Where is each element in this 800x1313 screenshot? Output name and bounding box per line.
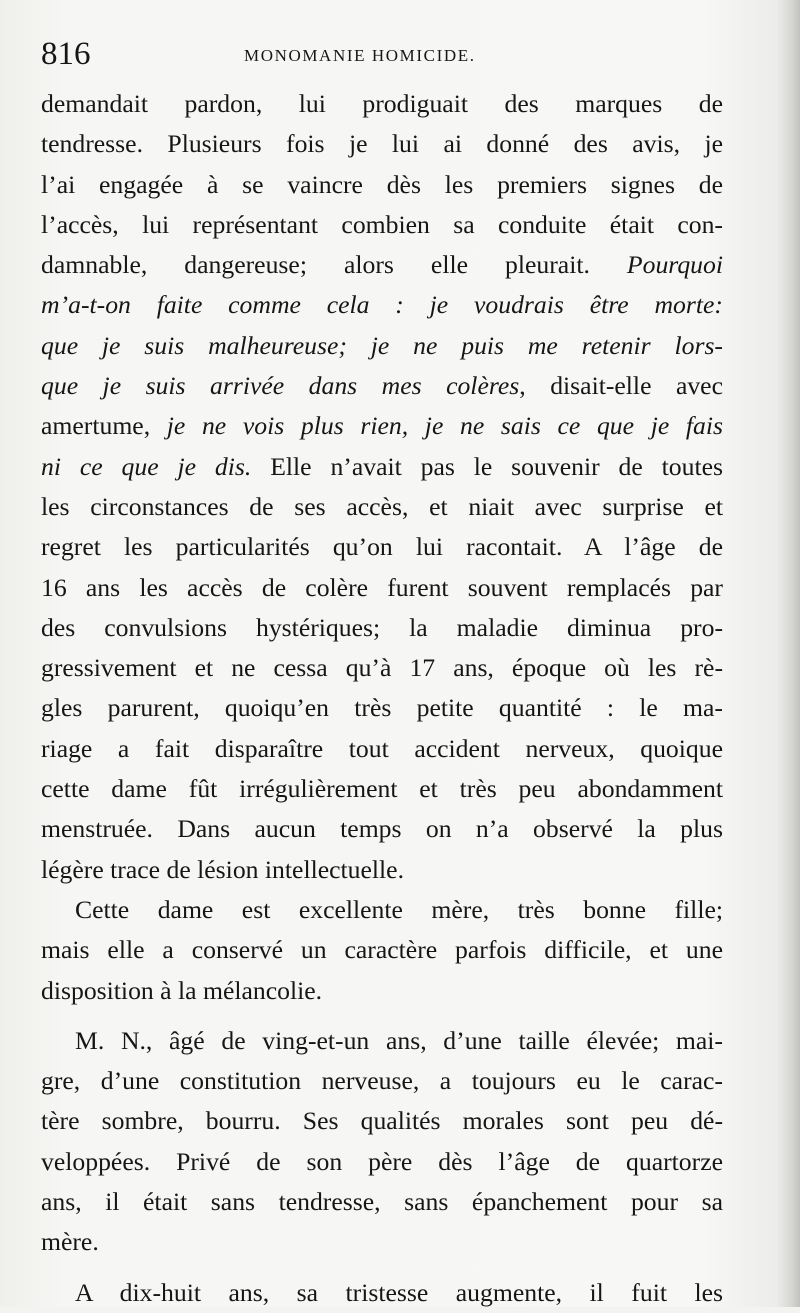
text-line: [41, 527, 723, 567]
text-line: [41, 971, 723, 1011]
italic-segment: ni ce que je dis.: [41, 451, 252, 481]
italic-segment: que je suis malheureuse; je ne puis me retenir lors-: [41, 330, 723, 360]
text-line: [41, 406, 723, 446]
text-line: [41, 1222, 723, 1262]
text-segment: Cette dame est excellente mère, très bonne fille;: [75, 894, 723, 924]
text-segment: les circonstances de ses accès, et niait avec surprise et: [41, 491, 723, 521]
text-line: [41, 285, 723, 325]
text-segment: tère sombre, bourru. Ses qualités morales sont peu dé-: [41, 1106, 723, 1136]
text-segment: tendresse. Plusieurs fois je lui ai donné des avis, je: [41, 129, 723, 159]
text-segment: l’accès, lui représentant combien sa conduite était con-: [41, 209, 723, 239]
text-line: [41, 205, 723, 245]
text-line: [41, 487, 723, 527]
text-line: [41, 568, 723, 608]
text-line: [41, 1142, 723, 1182]
text-segment: damnable, dangereuse; alors elle pleurait.: [41, 250, 627, 280]
text-line: [41, 688, 723, 728]
running-title: MONOMANIE HOMICIDE.: [244, 46, 476, 65]
italic-segment: je ne vois plus rien, je ne sais ce que je fais: [166, 411, 723, 441]
text-line: [41, 930, 723, 970]
text-segment: demandait pardon, lui prodiguait des marques de: [41, 89, 723, 118]
text-segment: M. N., âgé de ving-et-un ans, d’une taille élevée; mai-: [75, 1025, 723, 1055]
text-segment: gre, d’une constitution nerveuse, a toujours eu le carac-: [41, 1066, 723, 1096]
text-line: [41, 1182, 723, 1222]
text-segment: mais elle a conservé un caractère parfois difficile, et une: [41, 935, 723, 965]
page-number: 816: [41, 36, 91, 72]
text-segment: , disait-elle avec: [519, 371, 723, 401]
body-text: [41, 84, 723, 1313]
text-line: [41, 648, 723, 688]
italic-segment: que je suis arrivée dans mes colères: [41, 371, 520, 401]
text-segment: disposition à la mélancolie.: [41, 975, 323, 1005]
text-line: [41, 729, 723, 769]
page-edge-shadow: [778, 0, 800, 1307]
text-line: [41, 850, 723, 890]
text-segment: A dix-huit ans, sa tristesse augmente, il fuit les: [75, 1277, 723, 1307]
text-line: [41, 165, 723, 205]
text-line: [41, 1101, 723, 1141]
text-line: [41, 1021, 723, 1061]
paragraph-gap: [41, 1263, 723, 1273]
text-line: [41, 245, 723, 285]
italic-segment: m’a-t-on faite comme cela : je voudrais être morte:: [41, 290, 723, 320]
text-line: [41, 366, 723, 406]
italic-segment: Pourquoi: [626, 250, 723, 280]
text-line: [41, 769, 723, 809]
text-line: [41, 890, 723, 930]
text-line: [41, 608, 723, 648]
text-segment: mère.: [41, 1227, 99, 1257]
text-segment: regret les particularités qu’on lui racontait. A l’âge de: [41, 532, 723, 562]
text-segment: amertume,: [41, 411, 167, 441]
text-segment: des convulsions hystériques; la maladie diminua pro-: [41, 612, 723, 642]
text-segment: cette dame fût irrégulièrement et très peu abondamment: [41, 774, 723, 804]
text-line: [41, 1061, 723, 1101]
paragraph-gap: [41, 1011, 723, 1021]
text-line: [41, 809, 723, 849]
text-segment: menstruée. Dans aucun temps on n’a observé la plus: [41, 814, 723, 844]
text-line: [41, 447, 723, 487]
text-segment: l’ai engagée à se vaincre dès les premiers signes de: [41, 169, 723, 199]
text-segment: 16 ans les accès de colère furent souvent remplacés par: [41, 572, 723, 602]
text-line: [41, 124, 723, 164]
text-segment: ans, il était sans tendresse, sans épanchement pour sa: [41, 1187, 723, 1217]
text-segment: gressivement et ne cessa qu’à 17 ans, époque où les rè-: [41, 653, 723, 683]
text-segment: veloppées. Privé de son père dès l’âge de quartorze: [41, 1146, 723, 1176]
text-segment: gles parurent, quoiqu’en très petite quantité : le ma-: [41, 693, 723, 723]
text-segment: riage a fait disparaître tout accident nerveux, quoique: [41, 733, 723, 763]
text-line: [41, 84, 723, 124]
text-segment: Elle n’avait pas le souvenir de toutes: [251, 451, 723, 481]
text-line: [41, 326, 723, 366]
page-header: [41, 34, 721, 74]
text-segment: légère trace de lésion intellectuelle.: [41, 854, 404, 884]
